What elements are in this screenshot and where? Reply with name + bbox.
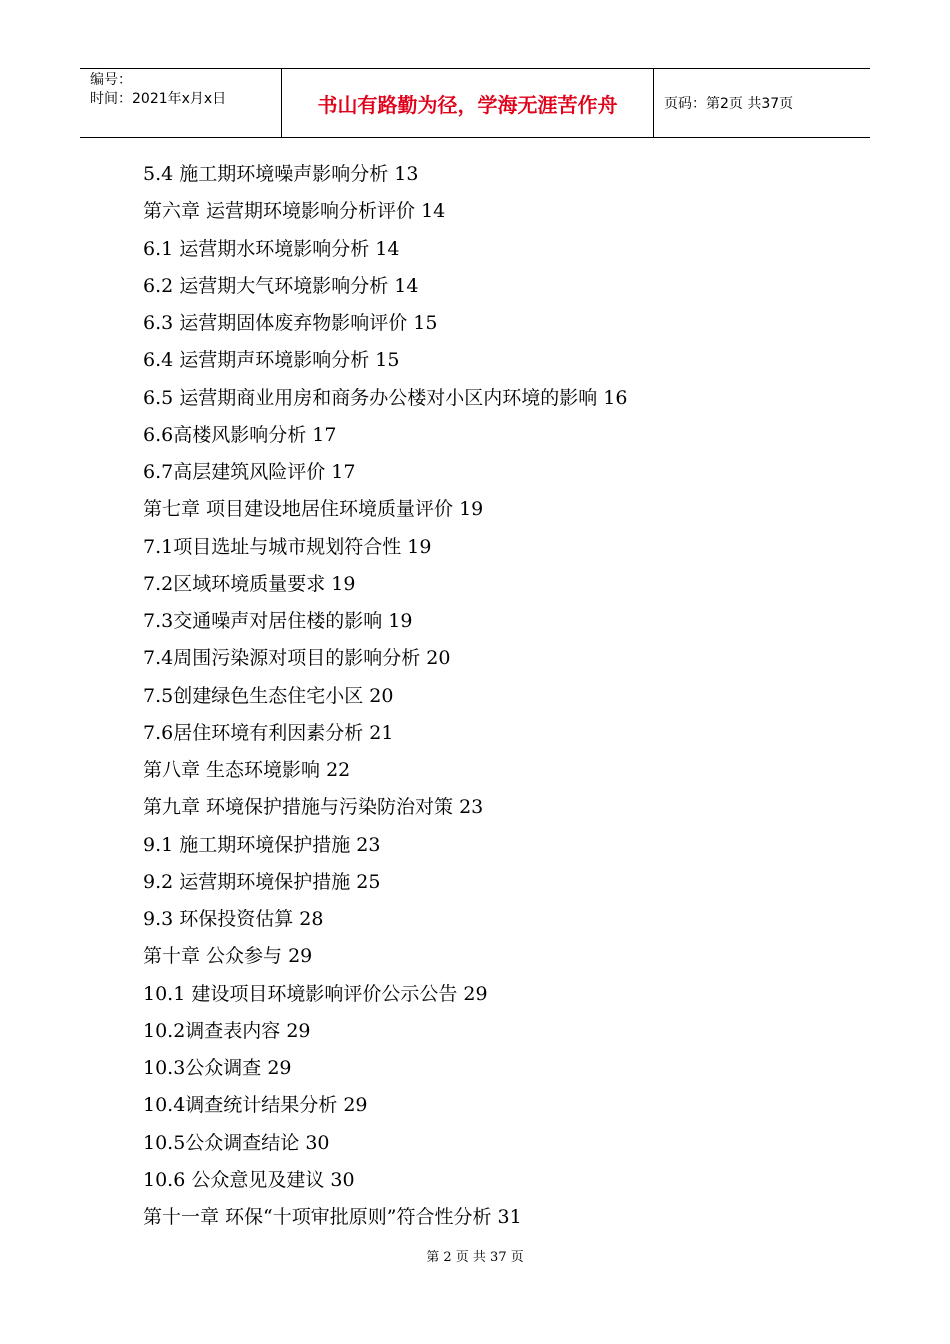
toc-entry[interactable]: 6.4 运营期声环境影响分析 15: [143, 349, 400, 372]
date-label: 时间：2021年x月x日: [90, 91, 227, 107]
toc-entry[interactable]: 6.7高层建筑风险评价 17: [143, 461, 356, 483]
toc-entry[interactable]: 10.1 建设项目环境影响评价公示公告 29: [143, 982, 488, 1005]
number-label: 编号：: [90, 72, 132, 88]
toc-entry[interactable]: 10.6 公众意见及建议 30: [143, 1168, 355, 1191]
table-of-contents: [143, 156, 627, 1236]
header-meta: [80, 69, 282, 137]
toc-entry[interactable]: 第十一章 环保“十项审批原则”符合性分析 31: [143, 1206, 522, 1228]
toc-entry[interactable]: 7.6居住环境有利因素分析 21: [143, 721, 394, 744]
toc-entry[interactable]: 6.5 运营期商业用房和商务办公楼对小区内环境的影响 16: [143, 386, 628, 409]
toc-entry[interactable]: 第十章 公众参与 29: [143, 945, 313, 968]
toc-entry[interactable]: 10.2调查表内容 29: [143, 1019, 311, 1042]
header-motto: 书山有路勤为径，学海无涯苦作舟: [282, 69, 654, 137]
toc-entry[interactable]: 6.2 运营期大气环境影响分析 14: [143, 274, 419, 297]
toc-entry[interactable]: 9.1 施工期环境保护措施 23: [143, 833, 381, 856]
toc-entry[interactable]: 7.1项目选址与城市规划符合性 19: [143, 535, 432, 558]
toc-entry[interactable]: 7.3交通噪声对居住楼的影响 19: [143, 610, 413, 632]
toc-entry[interactable]: 9.3 环保投资估算 28: [143, 908, 324, 930]
page-footer: 第 2 页 共 37 页: [426, 1250, 524, 1265]
toc-entry[interactable]: 6.3 运营期固体废弃物影响评价 15: [143, 312, 438, 334]
toc-entry[interactable]: 第六章 运营期环境影响分析评价 14: [143, 200, 446, 223]
toc-entry[interactable]: 10.5公众调查结论 30: [143, 1131, 330, 1154]
toc-entry[interactable]: 第七章 项目建设地居住环境质量评价 19: [143, 498, 484, 521]
toc-entry[interactable]: 6.1 运营期水环境影响分析 14: [143, 237, 400, 260]
toc-entry[interactable]: 第八章 生态环境影响 22: [143, 759, 351, 781]
toc-entry[interactable]: 10.3公众调查 29: [143, 1057, 292, 1079]
toc-entry[interactable]: 10.4调查统计结果分析 29: [143, 1094, 368, 1117]
toc-entry[interactable]: 7.4周围污染源对项目的影响分析 20: [143, 647, 451, 670]
header-page-info: 页码：第2页 共37页: [664, 96, 794, 112]
toc-entry[interactable]: 6.6高楼风影响分析 17: [143, 423, 337, 446]
toc-entry[interactable]: 7.5创建绿色生态住宅小区 20: [143, 684, 394, 707]
page-header: [80, 68, 870, 138]
toc-entry[interactable]: 9.2 运营期环境保护措施 25: [143, 870, 381, 893]
toc-entry[interactable]: 7.2区域环境质量要求 19: [143, 572, 356, 595]
toc-entry[interactable]: 5.4 施工期环境噪声影响分析 13: [143, 163, 419, 185]
toc-entry[interactable]: 第九章 环境保护措施与污染防治对策 23: [143, 796, 484, 819]
